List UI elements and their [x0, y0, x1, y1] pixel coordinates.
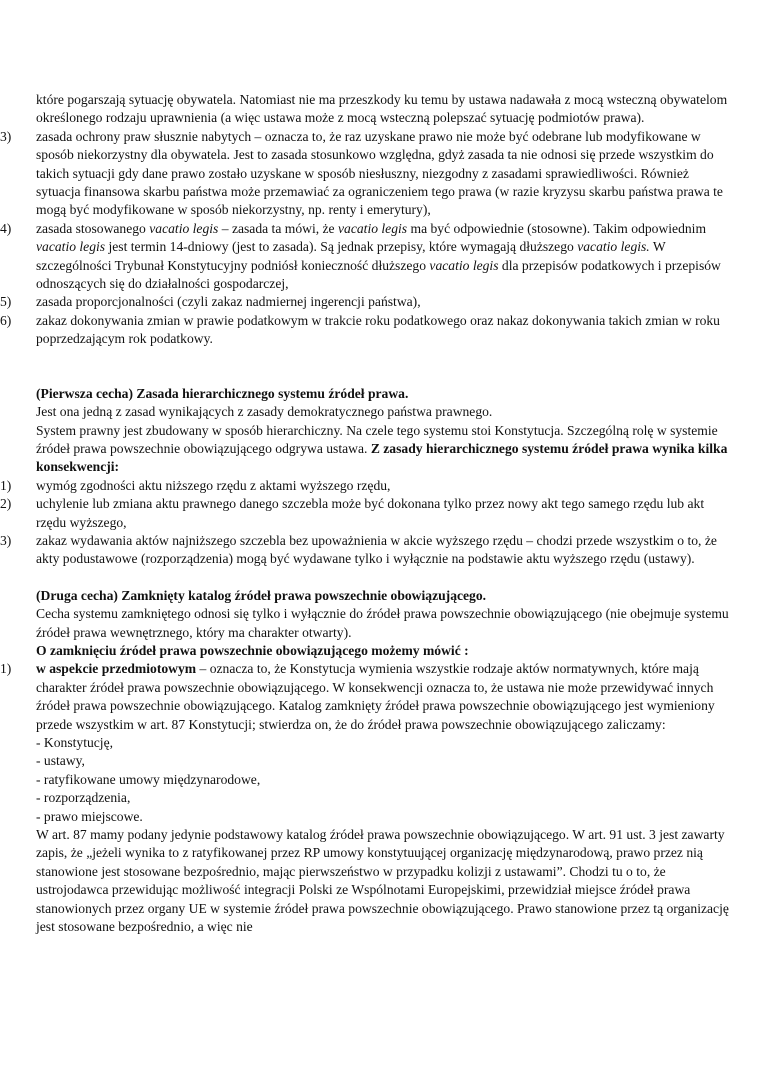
- item-number: 1): [0, 661, 12, 677]
- item-number: 6): [0, 312, 12, 328]
- item-number: 5): [0, 294, 12, 310]
- source-item: - rozporządzenia,: [36, 790, 131, 806]
- item-text: zasada proporcjonalności (czyli zakaz nadmiernej ingerencji państwa),: [36, 294, 421, 310]
- section1-heading: (Pierwsza cecha) Zasada hierarchicznego systemu źródeł prawa.: [36, 385, 409, 401]
- list-item: [0, 660, 736, 734]
- item-text: w aspekcie przedmiotowym – oznacza to, że Konstytucja wymienia wszystkie rodzaje aktów normatywnych, które mają charakter źródeł prawa powszechnie obowiązującego. W konsekwencji oznacza to, że ustawa nie może przewidywać innych źródeł prawa powszechnie obowiązującego. Katalog zamknięty źródeł prawa powszechnie obowiązującego jest wymieniony przede wszystkim w art. 87 Konstytucji; stwierdza on, że do źródeł prawa powszechnie obowiązującego zaliczamy:: [36, 661, 715, 732]
- source-item: - prawo miejscowe.: [36, 808, 143, 824]
- list-item: [0, 312, 736, 349]
- section1-para1: Jest ona jedną z zasad wynikających z zasady demokratycznego państwa prawnego.: [36, 404, 493, 420]
- item-number: 1): [0, 477, 12, 493]
- item-text: zakaz dokonywania zmian w prawie podatkowym w trakcie roku podatkowego oraz nakaz dokonywania takich zmian w roku poprzedzającym rok podatkowy.: [36, 312, 720, 347]
- item-text: wymóg zgodności aktu niższego rzędu z aktami wyższego rzędu,: [36, 477, 391, 493]
- item-number: 3): [0, 532, 12, 548]
- item-text: zasada ochrony praw słusznie nabytych – oznacza to, że raz uzyskane prawo nie może być odebrane lub modyfikowane w sposób niekorzystny dla obywatela. Jest to zasada stosunkowo względna, gdyż zasada ta nie odnosi się przede wszystkim do takich sytuacji gdy dane prawo zostało uzyskane w sposób niesłuszny, niezgodny z zasadami sprawiedliwości. Również sytuacja finansowa skarbu państwa może przemawiać za ograniczeniem tego prawa (w razie kryzysu skarbu państwa prawa te mogą być modyfikowane w sposób niekorzystny, np. renty i emerytury),: [36, 128, 723, 218]
- list-item: [0, 293, 736, 311]
- item-number: 2): [0, 496, 12, 512]
- document-body: [0, 91, 736, 936]
- source-item: - Konstytucję,: [36, 735, 114, 750]
- source-item: - ustawy,: [36, 753, 85, 769]
- list-item: [0, 477, 736, 495]
- intro-continuation: które pogarszają sytuację obywatela. Natomiast nie ma przeszkody ku temu by ustawa nadawała z mocą wsteczną obywatelom określonego rodzaju uprawnienia (a więc ustawa może z mocą wsteczną polepszać sytuację podmiotów prawa).: [36, 92, 728, 126]
- section1-para2: System prawny jest zbudowany w sposób hierarchiczny. Na czele tego systemu stoi Konstytucja. Szczególną rolę w systemie źródeł prawa powszechnie obowiązującego odgrywa ustawa. Z zasady hierarchicznego systemu źródeł prawa wynika kilka konsekwencji:: [36, 422, 728, 475]
- item-text: zakaz wydawania aktów najniższego szczebla bez upoważnienia w akcie wyższego rzędu – chodzi przede wszystkim o to, że akty podustawowe (rozporządzenia) mogą być wydawane tylko i wyłącznie na podstawie aktu wyższego rzędu (ustawy).: [36, 532, 717, 567]
- list-item: [0, 128, 736, 220]
- list-item: [0, 532, 736, 569]
- item-text: uchylenie lub zmiana aktu prawnego danego szczebla może być dokonana tylko przez nowy akt tego samego rzędu lub akt rzędu wyższego,: [36, 496, 705, 530]
- section2-heading: (Druga cecha) Zamknięty katalog źródeł prawa powszechnie obowiązującego.: [36, 587, 487, 603]
- item-number: 3): [0, 128, 12, 144]
- section2-subheading: O zamknięciu źródeł prawa powszechnie obowiązującego możemy mówić :: [36, 642, 469, 658]
- list-item: [0, 495, 736, 532]
- source-item: - ratyfikowane umowy międzynarodowe,: [36, 771, 261, 787]
- item-number: 4): [0, 220, 12, 236]
- item-text: zasada stosowanego vacatio legis – zasada ta mówi, że vacatio legis ma być odpowiednie (stosowne). Takim odpowiednim vacatio legis jest termin 14-dniowy (jest to zasada). Są jednak przepisy, które wymagają dłuższego vacatio legis. W szczególności Trybunał Konstytucyjny podniósł konieczność dłuższego vacatio legis dla przepisów podatkowych i przepisów odnoszących się do działalności gospodarczej,: [36, 220, 721, 292]
- section2-closing: W art. 87 mamy podany jedynie podstawowy katalog źródeł prawa powszechnie obowiązującego. W art. 91 ust. 3 jest zawarty zapis, że „jeżeli wynika to z ratyfikowanej przez RP umowy konstytuującej organizację międzynarodową, prawo przez nią stanowione jest stosowane bezpośrednio, mając pierwszeństwo w przypadku kolizji z ustawami”. Chodzi tu o to, że ustrojodawca przewidując możliwość integracji Polski ze Wspólnotami Europejskimi, przewidział miejsce źródeł prawa stanowionych przez organy UE w systemie źródeł prawa powszechnie obowiązującego. Prawo stanowione przez tą organizację jest stosowane bezpośrednio, a więc nie: [36, 827, 729, 935]
- list-item: [0, 220, 736, 294]
- section2-para1: Cecha systemu zamkniętego odnosi się tylko i wyłącznie do źródeł prawa powszechnie obowiązującego (nie obejmuje systemu źródeł prawa wewnętrznego, który ma charakter otwarty).: [36, 606, 729, 640]
